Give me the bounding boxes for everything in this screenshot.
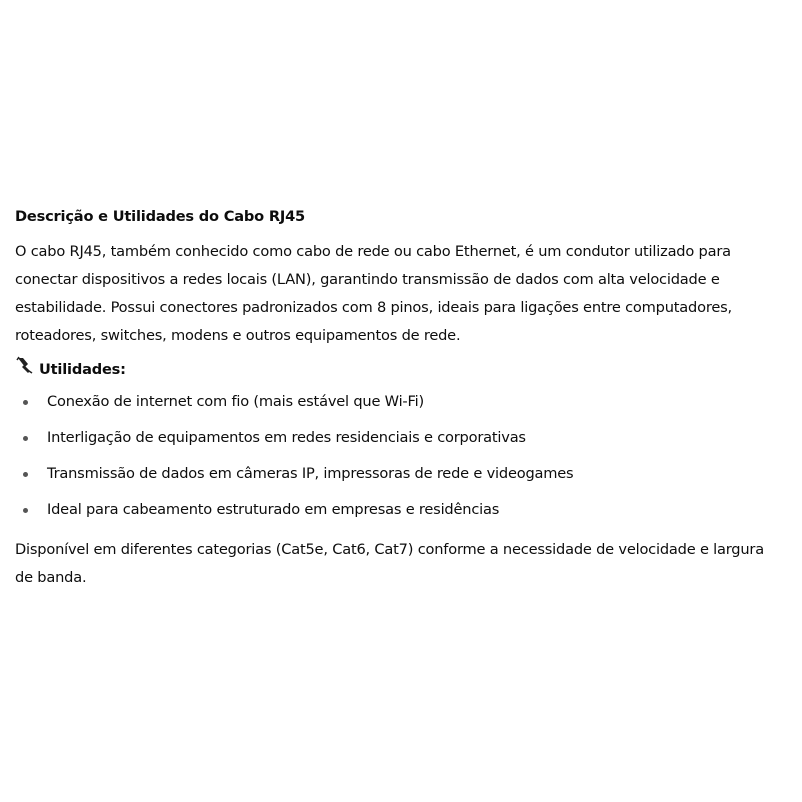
uses-heading-label: Utilidades: [39,361,126,378]
document-title: Descrição e Utilidades do Cabo RJ45 [15,208,306,225]
intro-paragraph: O cabo RJ45, também conhecido como cabo de rede ou cabo Ethernet, é um condutor utilizado para conectar dispositivos a redes locais (LAN), garantindo transmissão de dados com alta velocidade e estabilidade. Possui conectores padronizados com 8 pinos, ideais para ligações entre computadores, roteadores, switches, modens e outros equipamentos de rede. [15,243,732,344]
list-item: Conexão de internet com fio (mais estável que Wi-Fi) [15,388,785,416]
plug-icon [15,356,33,384]
list-item: Ideal para cabeamento estruturado em empresas e residências [15,496,785,524]
closing-paragraph: Disponível em diferentes categorias (Cat5e, Cat6, Cat7) conforme a necessidade de velocidade e largura de banda. [15,541,764,586]
list-item: Transmissão de dados em câmeras IP, impressoras de rede e videogames [15,460,785,488]
list-item: Interligação de equipamentos em redes residenciais e corporativas [15,424,785,452]
document [15,205,785,592]
uses-heading [15,356,785,384]
uses-list [15,388,785,524]
